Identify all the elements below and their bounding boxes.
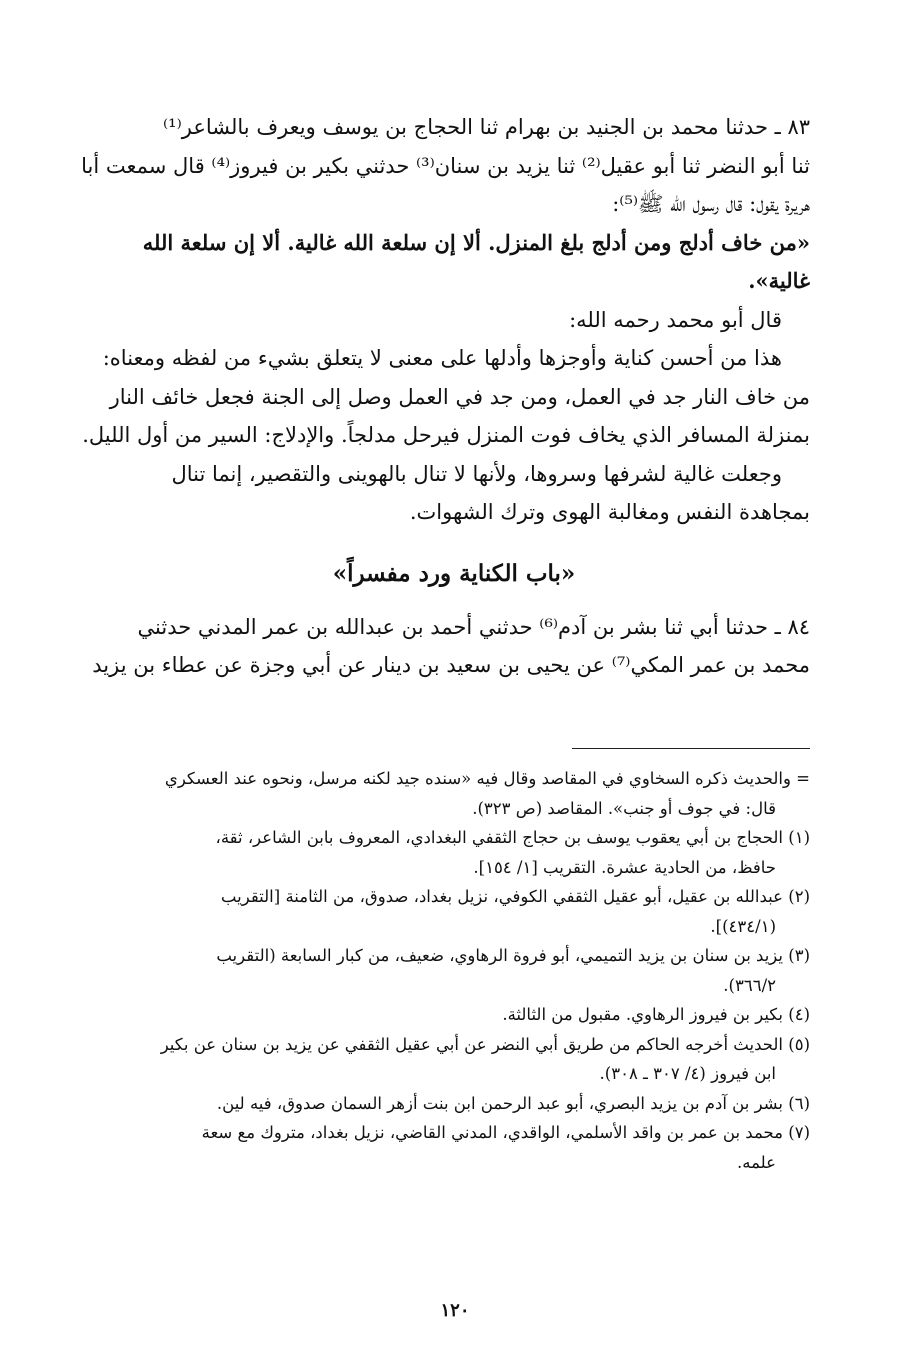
main-text <box>81 108 810 685</box>
footnote-line: علمه. <box>737 1152 776 1172</box>
page-number: ١٢٠ <box>440 1300 470 1321</box>
footnotes <box>98 764 810 1177</box>
hadith-83-line: ٨٣ ـ حدثنا محمد بن الجنيد بن بهرام ثنا الحجاج بن يوسف ويعرف بالشاعر⁽¹⁾ <box>163 115 810 139</box>
footnote-line: (٧) محمد بن عمر بن واقد الأسلمي، الواقدي، المدني القاضي، نزيل بغداد، متروك مع سعة <box>201 1123 810 1142</box>
chapter-heading: «باب الكناية ورد مفسراً» <box>332 559 576 587</box>
footnote-line: ٣٦٦/٢). <box>723 975 776 995</box>
footnote-line: (٣) يزيد بن سنان بن يزيد التميمي، أبو فروة الرهاوي، ضعيف، من كبار السابعة (التقريب <box>216 946 810 965</box>
hadith-84-line: ٨٤ ـ حدثنا أبي ثنا بشر بن آدم⁽⁶⁾ حدثني أحمد بن عبدالله بن عمر المدني حدثني <box>137 614 810 639</box>
commentary-line: هذا من أحسن كناية وأوجزها وأدلها على معنى لا يتعلق بشيء من لفظه ومعناه: <box>102 346 782 370</box>
commentary-line: وجعلت غالية لشرفها وسروها، ولأنها لا تنال بالهوينى والتقصير، إنما تنال <box>171 461 782 486</box>
commentary-line: من خاف النار جد في العمل، ومن جد في العمل وصل إلى الجنة فجعل خائف النار <box>109 384 810 409</box>
commentary-line: قال أبو محمد رحمه الله: <box>569 307 782 332</box>
hadith-84-line: محمد بن عمر المكي⁽⁷⁾ عن يحيى بن سعيد بن دينار عن أبي وجزة عن عطاء بن يزيد <box>92 653 810 677</box>
footnote-line: (٦) بشر بن آدم بن يزيد البصري، أبو عبد الرحمن ابن بنت أزهر السمان صدوق، فيه لين. <box>216 1093 810 1113</box>
hadith-text-line: غالية». <box>748 268 810 293</box>
commentary-line: بمنزلة المسافر الذي يخاف فوت المنزل فيرحل مدلجاً. والإدلاج: السير من أول الليل. <box>82 423 810 447</box>
footnote-line: حافظ، من الحادية عشرة. التقريب [١/ ١٥٤]. <box>473 857 776 877</box>
hadith-83-line: هريرة يقول: قال رسول الله ﷺ⁽⁵⁾: <box>612 192 810 216</box>
hadith-text-line: «من خاف أدلج ومن أدلج بلغ المنزل. ألا إن سلعة الله غالية. ألا إن سلعة الله <box>142 229 810 255</box>
footnote-separator <box>572 748 810 749</box>
footnote-line: ابن فيروز (٤/ ٣٠٧ ـ ٣٠٨). <box>599 1064 776 1083</box>
hadith-83-line: ثنا أبو النضر ثنا أبو عقيل⁽²⁾ ثنا يزيد بن سنان⁽³⁾ حدثني بكير بن فيروز⁽⁴⁾ قال سمعت أبا <box>81 153 810 178</box>
footnote-line: (٤٣٤/١)]. <box>710 916 776 936</box>
footnote-line: = والحديث ذكره السخاوي في المقاصد وقال فيه «سنده جيد لكنه مرسل، ونحوه عند العسكري <box>164 769 810 788</box>
footnote-line: (١) الحجاج بن أبي يعقوب يوسف بن حجاج الثقفي البغدادي، المعروف بابن الشاعر، ثقة، <box>215 828 810 847</box>
footnote-line: (٢) عبدالله بن عقيل، أبو عقيل الثقفي الكوفي، نزيل بغداد، صدوق، من الثامنة [التقريب <box>220 887 810 906</box>
footnote-line: (٤) بكير بن فيروز الرهاوي. مقبول من الثالثة. <box>502 1005 810 1024</box>
commentary-line: بمجاهدة النفس ومغالبة الهوى وترك الشهوات. <box>409 500 810 524</box>
footnote-line: قال: في جوف أو جنب». المقاصد (ص ٣٢٣). <box>472 798 776 818</box>
footnote-line: (٥) الحديث أخرجه الحاكم من طريق أبي النضر عن أبي عقيل الثقفي عن يزيد بن سنان عن بكير <box>160 1034 810 1054</box>
